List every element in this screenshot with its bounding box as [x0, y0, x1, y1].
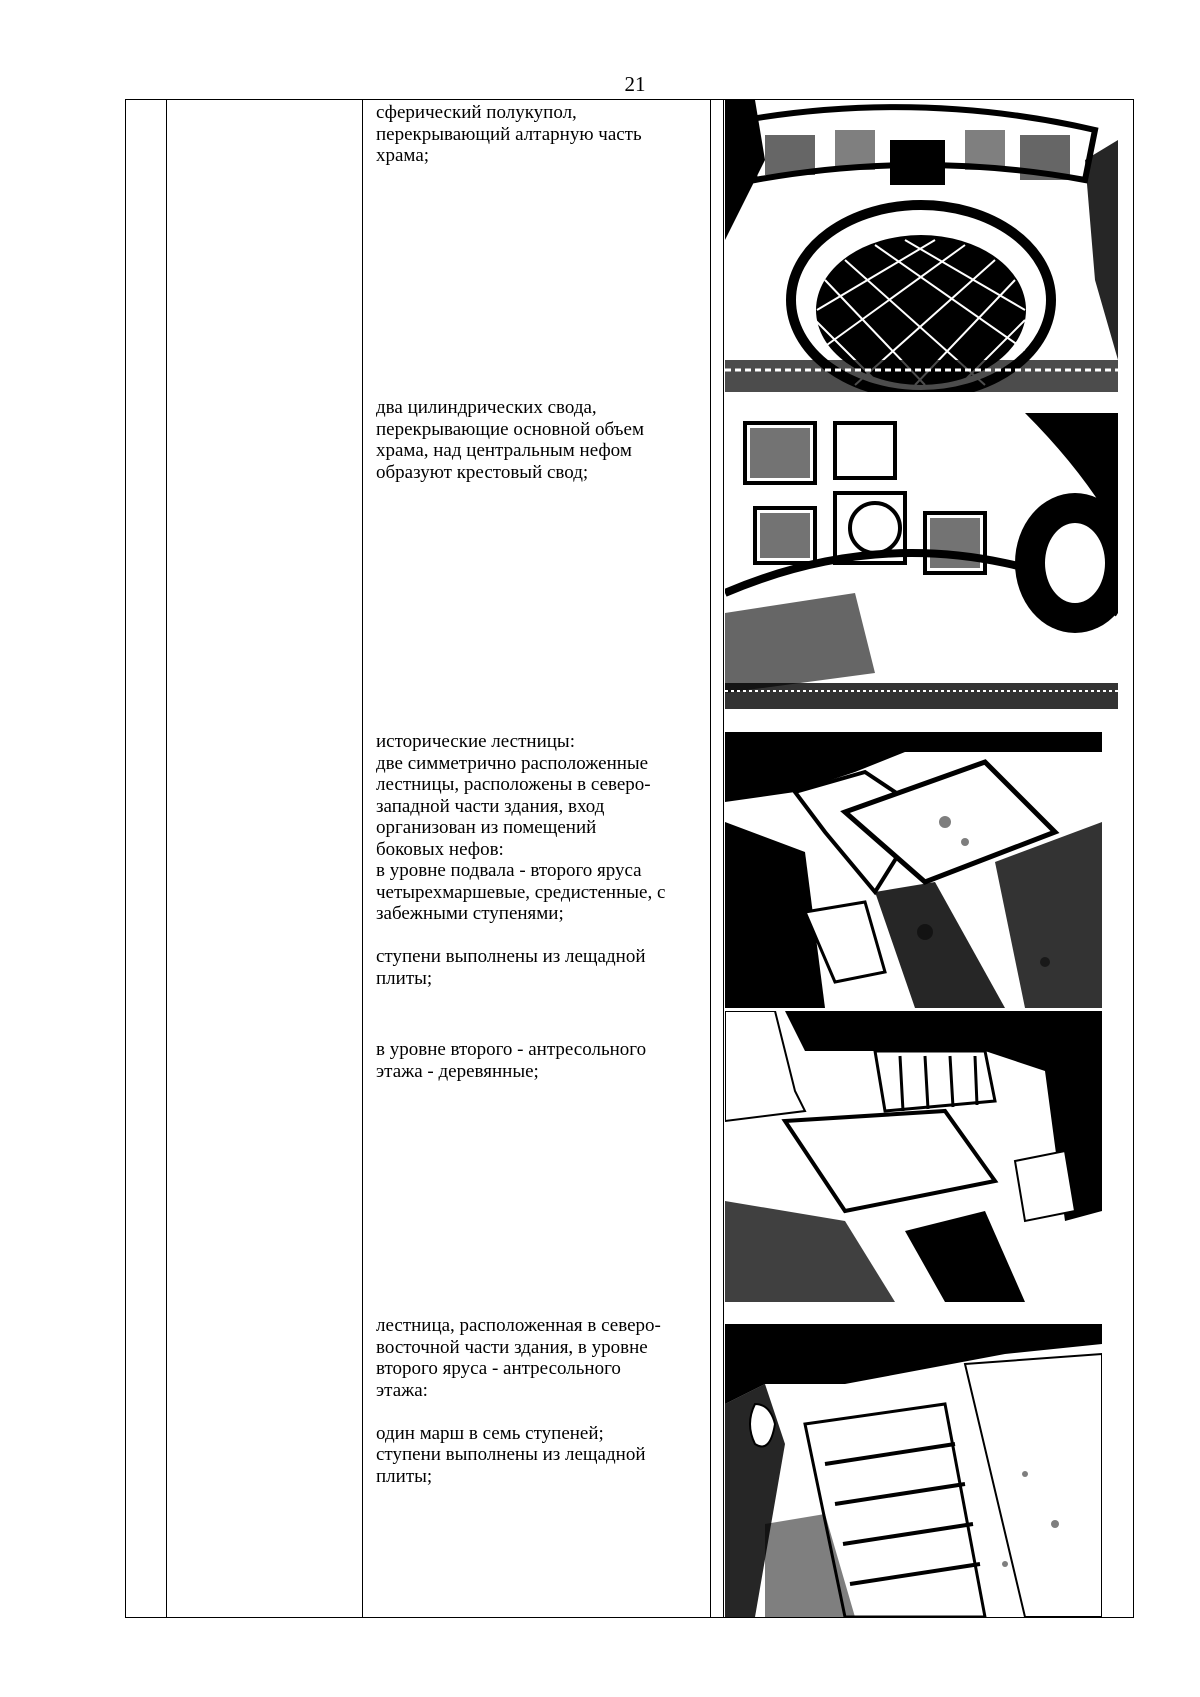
text-line: лестницы, расположены в северо- — [376, 774, 651, 795]
text-line: второго яруса - антресольного — [376, 1358, 621, 1379]
column-divider — [166, 100, 167, 1617]
text-line: организован из помещений — [376, 817, 597, 838]
document-table — [125, 99, 1134, 1618]
text-line: сферический полукупол, — [376, 102, 577, 123]
northeast-staircase-photo — [725, 1324, 1102, 1617]
text-line: забежными ступенями; — [376, 903, 564, 924]
text-line: перекрывающий алтарную часть — [376, 123, 642, 145]
text-line: исторические лестницы: — [376, 731, 575, 752]
row-text-wooden-stairs — [376, 1039, 707, 1082]
text-line: два цилиндрических свода, — [376, 397, 597, 418]
text-line: храма, над центральным нефом — [376, 440, 632, 461]
text-line: боковых нефов: — [376, 838, 504, 860]
text-line: плиты; — [376, 967, 433, 989]
column-divider — [710, 100, 711, 1617]
text-line: образуют крестовый свод; — [376, 461, 589, 483]
text-line: ступени выполнены из лещадной — [376, 946, 646, 967]
text-line: храма; — [376, 145, 430, 166]
text-line: две симметрично расположенные — [376, 752, 649, 774]
text-line: ступени выполнены из лещадной — [376, 1444, 646, 1465]
row-text-historic-stairs — [376, 731, 707, 989]
text-line-spacer — [376, 925, 707, 947]
text-line: в уровне подвала - второго яруса — [376, 860, 642, 881]
wooden-staircase-photo — [725, 1011, 1102, 1302]
column-divider — [362, 100, 363, 1617]
text-line: этажа: — [376, 1379, 428, 1401]
row-text-cross-vault — [376, 397, 707, 483]
cross-vault-photo — [725, 413, 1118, 709]
text-line: перекрывающие основной объем — [376, 418, 644, 440]
text-line: один марш в семь ступеней; — [376, 1422, 604, 1444]
text-line: этажа - деревянные; — [376, 1060, 539, 1082]
apse-semidome-photo — [725, 100, 1118, 392]
column-divider — [723, 100, 724, 1617]
text-line: лестница, расположенная в северо- — [376, 1315, 661, 1336]
text-line: в уровне второго - антресольного — [376, 1039, 647, 1060]
text-line: восточной части здания, в уровне — [376, 1336, 648, 1358]
text-line: плиты; — [376, 1465, 433, 1487]
text-line: западной части здания, вход — [376, 795, 605, 817]
row-text-semidome — [376, 102, 707, 167]
text-line-spacer — [376, 1401, 707, 1423]
page-number: 21 — [624, 72, 646, 96]
staircase-basement-photo — [725, 732, 1102, 1008]
text-line: четырехмаршевые, средистенные, с — [376, 881, 666, 903]
row-text-northeast-stairs — [376, 1315, 707, 1487]
